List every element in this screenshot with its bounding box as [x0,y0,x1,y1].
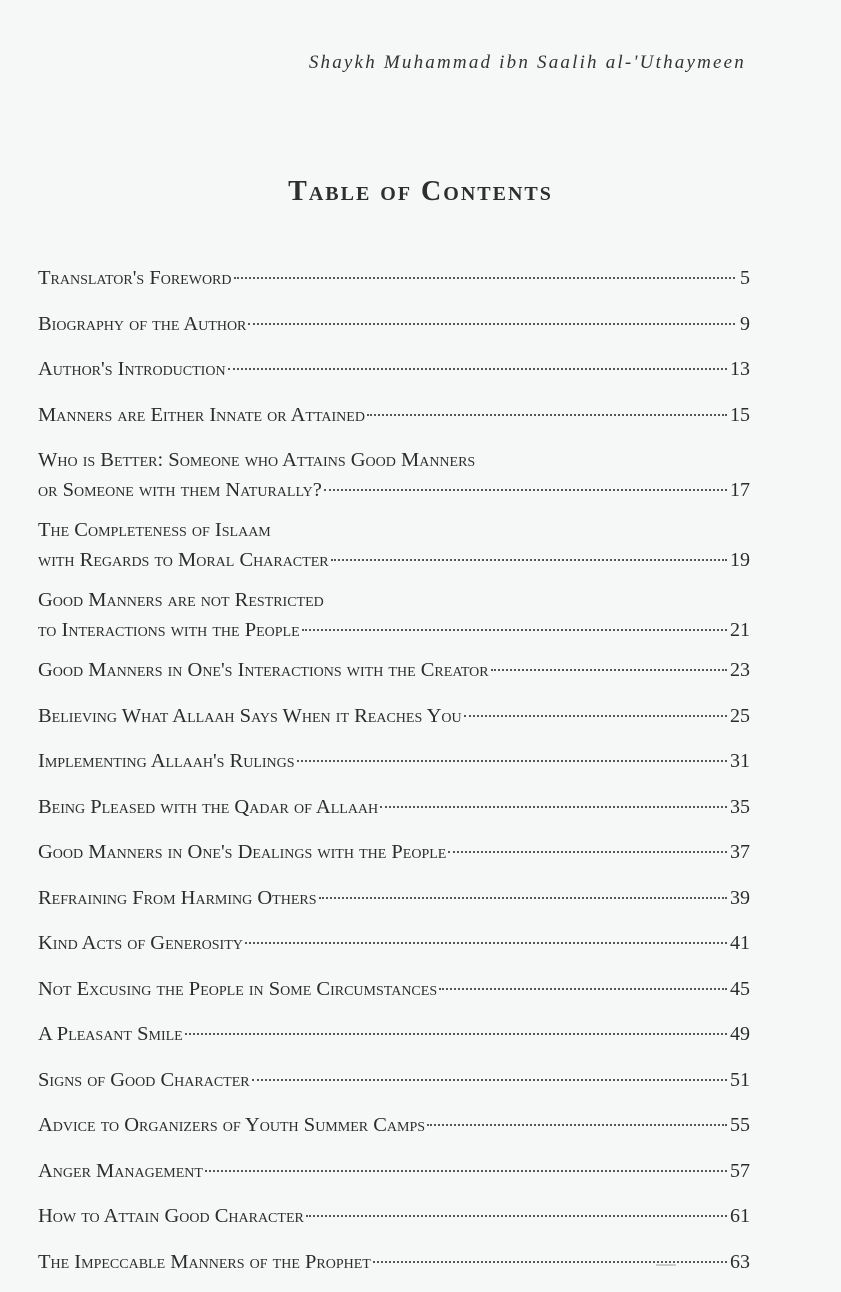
toc-entry [38,746,750,776]
toc-entry-title: How to Attain Good Character [38,1205,304,1227]
dot-leader [373,1261,727,1263]
toc-entry [38,792,750,822]
toc-page-number: 21 [730,619,750,641]
toc-entry-row [38,1247,750,1277]
toc-entry-row [38,354,750,384]
toc-page-number: 41 [730,932,750,954]
toc-page-number: 5 [740,267,750,289]
toc-entry-title-line1: Who is Better: Someone who Attains Good Manners [38,449,476,471]
toc-entry-row [38,1019,750,1049]
dot-leader [185,1033,727,1035]
toc-entry-row [38,974,750,1004]
toc-entry-row [38,263,750,293]
toc-entry [38,445,750,505]
running-header: Shaykh Muhammad ibn Saalih al-'Uthaymeen [308,52,746,73]
toc-page-number: 9 [740,312,750,335]
toc-entry [38,974,750,1004]
toc-entry-title: Author's Introduction [38,358,226,380]
dot-leader [252,1079,727,1081]
toc-entry-title-line1: The Completeness of Islaam [38,519,271,541]
toc-entry-title: Believing What Allaah Says When it Reaches You [38,704,462,727]
dot-leader [297,760,727,762]
dot-leader [491,669,727,671]
toc-entry [38,1110,750,1140]
dot-leader [306,1215,727,1217]
toc-entry-row [38,746,750,776]
toc-entry-row [38,1201,750,1231]
toc-entry-title: The Impeccable Manners of the Prophet [38,1250,371,1273]
table-of-contents [38,263,750,1292]
toc-entry [38,655,750,685]
dot-leader [331,559,727,561]
toc-entry-title: Translator's Foreword [38,267,232,289]
toc-entry-row [38,701,750,731]
toc-entry-row [38,655,750,685]
toc-entry-title: Not Excusing the People in Some Circumstances [38,977,438,1000]
toc-entry [38,701,750,731]
toc-entry [38,837,750,867]
toc-entry-title: Biography of the Author [38,312,247,335]
toc-page-number: 63 [730,1250,750,1273]
toc-page-number: 17 [730,479,750,501]
toc-page-number: 23 [730,659,750,681]
toc-entry [38,1065,750,1095]
toc-entry-title: Implementing Allaah's Rulings [38,750,295,772]
toc-entry-row [38,400,750,430]
toc-page-number: 57 [730,1159,750,1182]
toc-page-number: 39 [730,886,750,909]
toc-entry-title: with Regards to Moral Character [38,549,329,571]
toc-entry-title: Signs of Good Character [38,1068,250,1091]
toc-entry [38,585,750,645]
toc-entry-title: A Pleasant Smile [38,1023,183,1045]
toc-entry [38,263,750,293]
dot-leader [464,715,727,717]
toc-page-number: 37 [730,841,750,863]
toc-entry [38,354,750,384]
toc-entry-row [38,883,750,913]
toc-entry [38,1156,750,1186]
toc-entry-row [38,475,750,505]
toc-entry-row [38,615,750,645]
dot-leader [228,368,727,370]
toc-entry-row [38,1156,750,1186]
toc-page-number: 15 [730,403,750,426]
dot-leader [367,414,727,416]
toc-entry-title: Anger Management [38,1159,203,1182]
toc-page-number: 61 [730,1205,750,1227]
toc-entry-title: Refraining From Harming Others [38,886,317,909]
toc-entry [38,1201,750,1231]
toc-entry [38,928,750,958]
toc-entry-title: or Someone with them Naturally? [38,479,322,501]
toc-entry-row [38,545,750,575]
toc-entry-title: to Interactions with the People [38,619,300,641]
toc-entry [38,1019,750,1049]
scan-mark [656,1264,676,1266]
dot-leader [245,942,727,944]
toc-page-number: 35 [730,795,750,818]
dot-leader [319,897,727,899]
dot-leader [427,1124,727,1126]
dot-leader [439,988,727,990]
toc-entry [38,400,750,430]
toc-entry-title: Manners are Either Innate or Attained [38,403,365,426]
toc-entry-title: Kind Acts of Generosity [38,932,243,954]
toc-entry-row [38,928,750,958]
dot-leader [205,1170,727,1172]
toc-entry [38,309,750,339]
toc-entry [38,515,750,575]
toc-page-number: 49 [730,1023,750,1045]
dot-leader [302,629,727,631]
toc-entry-row [38,1065,750,1095]
toc-entry-row [38,1110,750,1140]
dot-leader [248,323,735,325]
toc-entry-title: Good Manners in One's Interactions with the Creator [38,659,489,681]
toc-entry-row [38,837,750,867]
toc-page-number: 25 [730,704,750,727]
toc-entry-title: Advice to Organizers of Youth Summer Camps [38,1114,426,1136]
toc-page-number: 51 [730,1068,750,1091]
toc-page-number: 19 [730,549,750,571]
dot-leader [448,851,727,853]
toc-entry-title: Being Pleased with the Qadar of Allaah [38,795,379,818]
toc-entry-title-line1: Good Manners are not Restricted [38,589,324,611]
toc-page-number: 55 [730,1114,750,1136]
dot-leader [324,489,727,491]
toc-page-number: 31 [730,750,750,772]
dot-leader [234,277,735,279]
toc-page-number: 45 [730,977,750,1000]
toc-entry-row [38,309,750,339]
dot-leader [380,806,727,808]
toc-page-number: 13 [730,358,750,380]
toc-entry-row [38,792,750,822]
toc-title: Table of Contents [288,176,553,207]
toc-entry-title: Good Manners in One's Dealings with the People [38,841,447,863]
toc-entry [38,883,750,913]
toc-entry [38,1247,750,1277]
